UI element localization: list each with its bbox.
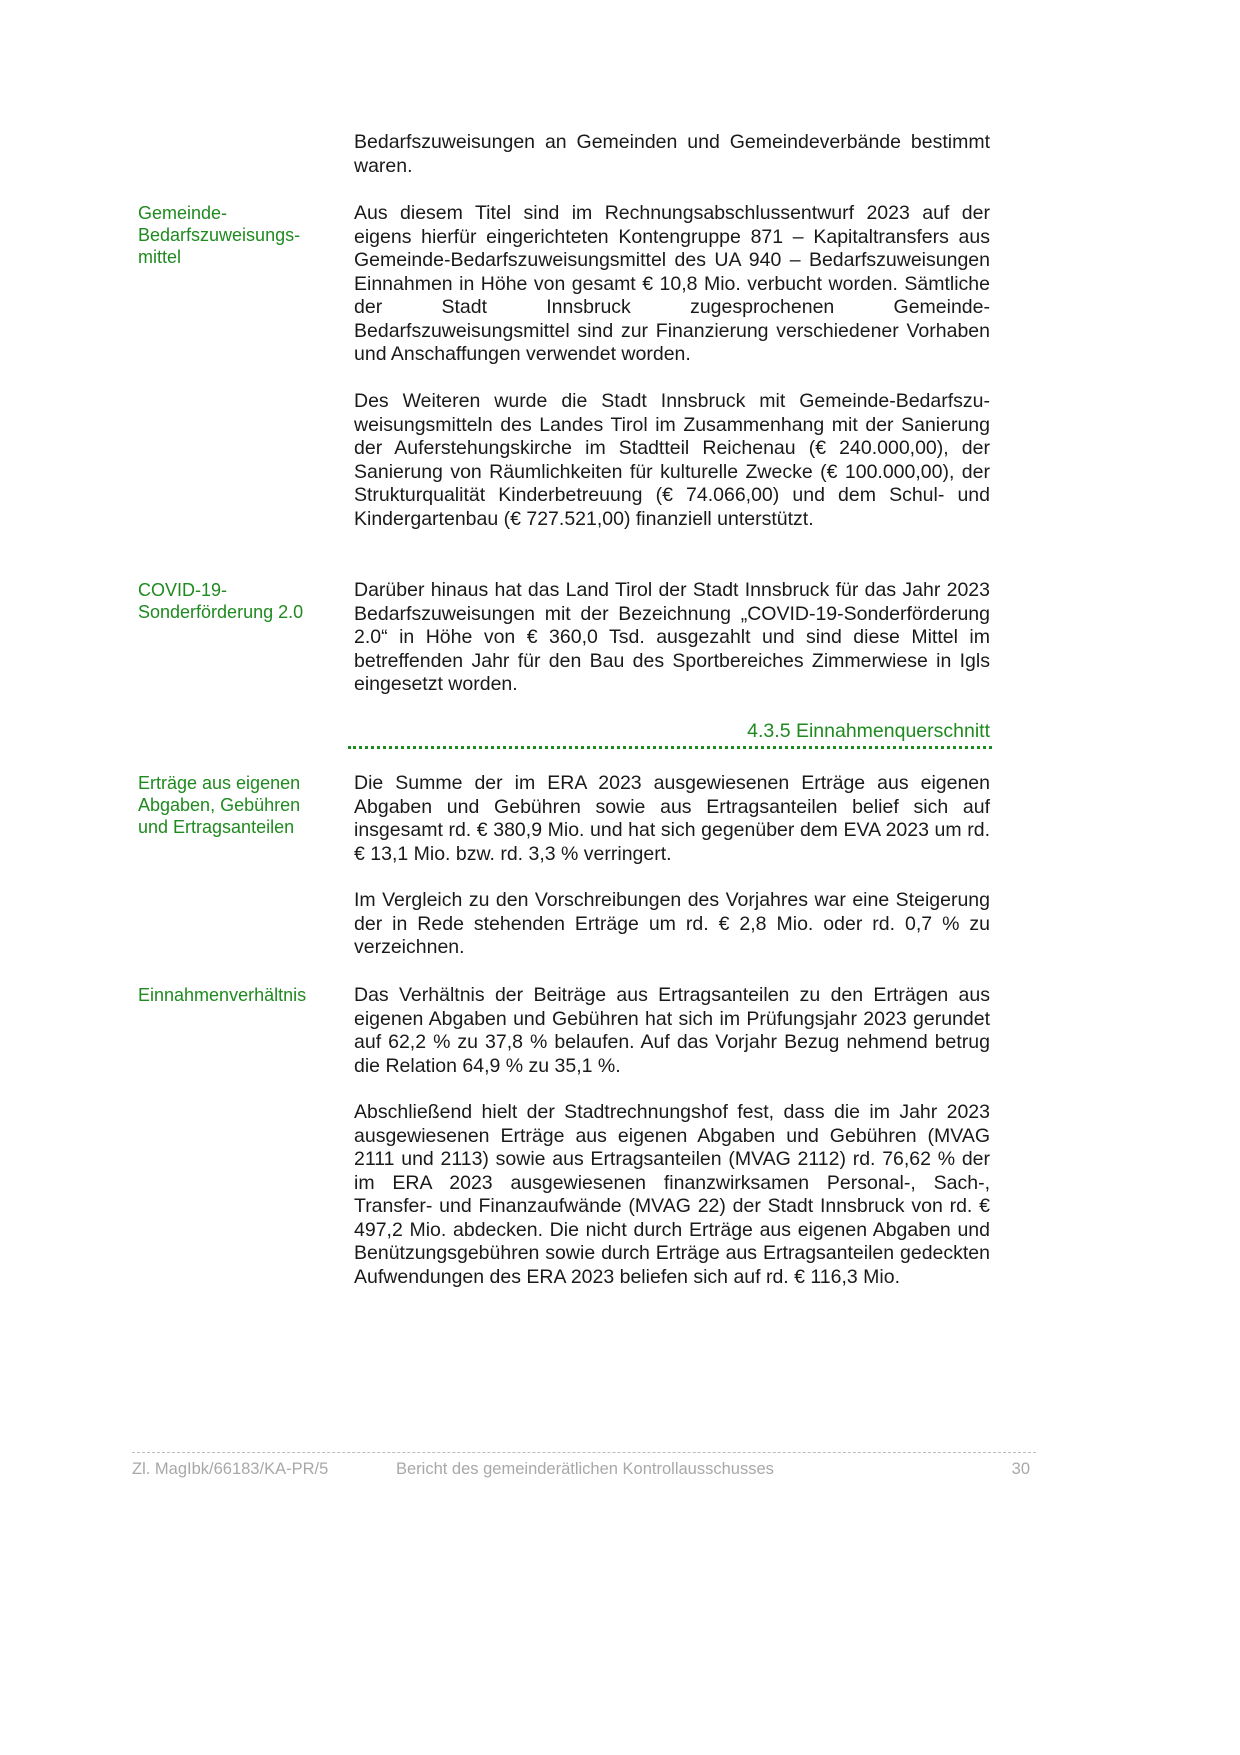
heading-dotted-rule xyxy=(348,746,992,749)
footer-dashed-rule xyxy=(132,1452,1036,1453)
paragraph-einnahmenverhaeltnis: Das Verhältnis der Beiträge aus Ertragsanteilen zu den Erträgen aus eigenen Abgaben und Gebühren hat sich im Prüfungsjahr 2023 gerundet auf 62,2 % zu 37,8 % belaufen. Auf das Vorjahr Bezug nehmend betrug die Relation 64,9 % zu 35,1 %. xyxy=(354,984,990,1077)
paragraph-weitere-foerderungen: Des Weiteren wurde die Stadt Innsbruck mit Gemeinde-Bedarfszuweisungsmitteln des Landes Tirol im Zusammenhang mit der Sanierung der Auferstehungskirche im Stadtteil Reichenau (€ 240.000,00), der Sanierung von Räumlichkeiten für kulturelle Zwecke (€ 100.000,00), der Strukturqualität Kinderbetreuung (€ 74.066,00) und dem Schul- und Kindergartenbau (€ 727.521,00) finanziell unterstützt. xyxy=(354,390,990,530)
margin-note-covid: COVID-19- Sonderförderung 2.0 xyxy=(138,580,304,622)
margin-note-einnahmenverhaeltnis: Einnahmenverhältnis xyxy=(138,985,307,1005)
section-heading: 4.3.5 Einnahmenquerschnitt xyxy=(747,720,990,742)
footer-title: Bericht des gemeinderätlichen Kontrollausschusses xyxy=(396,1460,774,1478)
paragraph-bedarfszuweisungsmittel: Aus diesem Titel sind im Rechnungsabschlussentwurf 2023 auf der eigens hierfür eingerichteten Kontengruppe 871 – Kapitaltransfers aus Gemeinde-Bedarfszuweisungsmittel des UA 940 – Bedarfszuweisungen Einnahmen in Höhe von gesamt € 10,8 Mio. verbucht worden. Sämtliche der Stadt Innsbruck zugesprochenen Gemeinde-Bedarfszuweisungsmittel sind zur Finanzierung verschiedener Vorhaben und Anschaffungen verwendet worden. xyxy=(354,202,990,365)
paragraph-covid-sonderfoerderung: Darüber hinaus hat das Land Tirol der Stadt Innsbruck für das Jahr 2023 Bedarfszuweisungen mit der Bezeichnung „COVID-19-Sonderförderung 2.0“ in Höhe von € 360,0 Tsd. ausgezahlt und sind diese Mittel im betreffenden Jahr für den Bau des Sportbereiches Zimmerwiese in Igls eingesetzt worden. xyxy=(354,579,990,695)
page-number: 30 xyxy=(1011,1460,1030,1478)
paragraph-abschliessend: Abschließend hielt der Stadtrechnungshof fest, dass die im Jahr 2023 ausgewiesenen Erträge aus eigenen Abgaben und Gebühren (MVAG 2111 und 2113) sowie aus Ertragsanteilen (MVAG 2112) rd. 76,62 % der im ERA 2023 ausgewiesenen finanzwirksamen Personal-, Sach-, Transfer- und Finanzaufwände (MVAG 22) der Stadt Innsbruck von rd. € 497,2 Mio. abdecken. Die nicht durch Erträge aus eigenen Abgaben und Benützungsgebühren sowie durch Erträge aus Ertragsanteilen gedeckten Aufwendungen des ERA 2023 beliefen sich auf rd. € 116,3 Mio. xyxy=(354,1101,990,1288)
footer-reference: Zl. MagIbk/66183/KA-PR/5 xyxy=(132,1460,329,1478)
paragraph-vorjahresvergleich: Im Vergleich zu den Vorschreibungen des Vorjahres war eine Steigerung der in Rede stehenden Erträge um rd. € 2,8 Mio. oder rd. 0,7 % zu verzeichnen. xyxy=(354,889,990,958)
margin-note-gemeinde-bedarfszuweisungsmittel: Gemeinde- Bedarfszuweisungs- mittel xyxy=(138,203,301,267)
paragraph-ertraege-summe: Die Summe der im ERA 2023 ausgewiesenen Erträge aus eigenen Abgaben und Gebühren sowie aus Ertragsanteilen belief sich auf insgesamt rd. € 380,9 Mio. und hat sich gegenüber dem EVA 2023 um rd. € 13,1 Mio. bzw. rd. 3,3 % verringert. xyxy=(354,772,990,865)
paragraph-continuation: Bedarfszuweisungen an Gemeinden und Gemeindeverbände bestimmt waren. xyxy=(354,131,990,177)
margin-note-ertraege: Erträge aus eigenen Abgaben, Gebühren und Ertragsanteilen xyxy=(138,773,301,837)
